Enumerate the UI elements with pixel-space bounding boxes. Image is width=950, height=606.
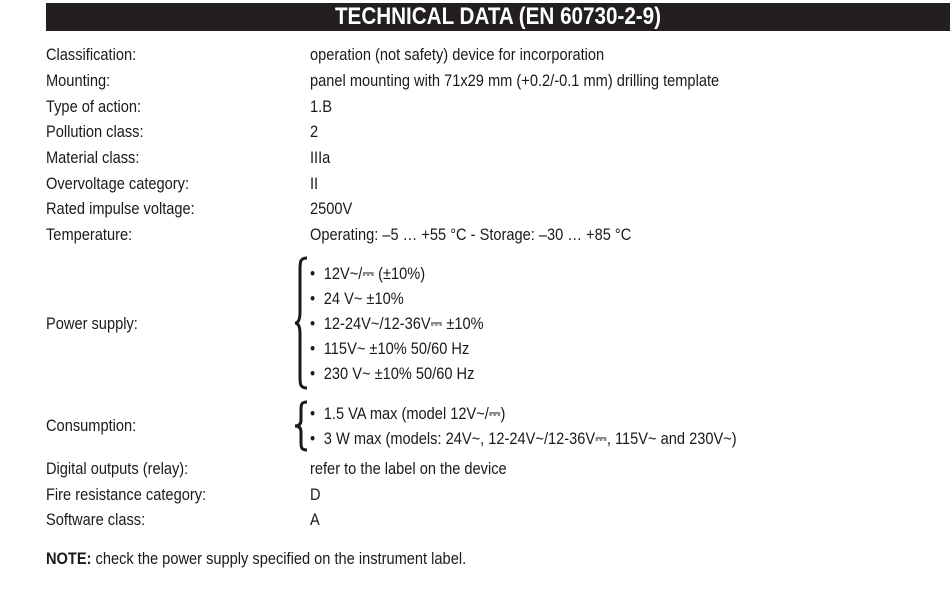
- spec-row-material-class: [46, 145, 946, 170]
- curly-brace-icon: [294, 400, 310, 452]
- spec-row-type-of-action: [46, 94, 946, 119]
- power-supply-list: [310, 261, 512, 386]
- spec-value: 2: [310, 122, 319, 141]
- spec-value: A: [310, 510, 320, 529]
- power-supply-item: 24 V~ ±10%: [323, 289, 404, 308]
- power-supply-item: 230 V~ ±10% 50/60 Hz: [323, 364, 475, 383]
- note-prefix: NOTE:: [46, 549, 92, 568]
- spec-row-rated-impulse-voltage: [46, 196, 946, 221]
- spec-value: Operating: –5 … +55 °C - Storage: –30 … +85 °C: [310, 225, 632, 244]
- spec-label: Classification:: [46, 45, 137, 64]
- spec-label: Type of action:: [46, 97, 142, 116]
- spec-row-fire-resistance: [46, 482, 946, 507]
- list-item: • 3 W max (models: 24V~, 12-24V~/12-36V⎓, 115V~ and 230V~): [310, 429, 737, 448]
- spec-value: refer to the label on the device: [310, 459, 507, 478]
- spec-label: Rated impulse voltage:: [46, 199, 195, 218]
- spec-label: Temperature:: [46, 225, 133, 244]
- spec-value: D: [310, 485, 321, 504]
- spec-value: panel mounting with 71x29 mm (+0.2/-0.1 mm) drilling template: [310, 71, 720, 90]
- spec-label: Material class:: [46, 148, 140, 167]
- consumption-label: Consumption:: [46, 416, 137, 435]
- power-supply-item: 12V~/⎓ (±10%): [323, 264, 426, 283]
- spec-label: Fire resistance category:: [46, 485, 207, 504]
- title-bar: [46, 3, 950, 31]
- spec-row-temperature: [46, 222, 946, 247]
- consumption-item: 3 W max (models: 24V~, 12-24V~/12-36V⎓, 115V~ and 230V~): [323, 429, 737, 448]
- spec-label: Overvoltage category:: [46, 174, 190, 193]
- spec-value: 1.B: [310, 97, 332, 116]
- spec-label: Pollution class:: [46, 122, 144, 141]
- consumption-list: [310, 401, 806, 451]
- curly-brace-icon: [294, 256, 310, 390]
- list-item: • 24 V~ ±10%: [310, 289, 404, 308]
- spec-row-pollution-class: [46, 119, 946, 144]
- spec-row-classification: [46, 42, 946, 67]
- note-text: check the power supply specified on the instrument label.: [91, 549, 467, 568]
- consumption-item: 1.5 VA max (model 12V~/⎓): [323, 404, 506, 423]
- list-item: • 12-24V~/12-36V⎓ ±10%: [310, 314, 484, 333]
- list-item: • 230 V~ ±10% 50/60 Hz: [310, 364, 475, 383]
- power-supply-label: Power supply:: [46, 314, 138, 333]
- spec-label: Digital outputs (relay):: [46, 459, 189, 478]
- spec-row-overvoltage-category: [46, 171, 946, 196]
- spec-label: Mounting:: [46, 71, 111, 90]
- power-supply-item: 12-24V~/12-36V⎓ ±10%: [323, 314, 484, 333]
- spec-row-software-class: [46, 507, 946, 532]
- list-item: • 115V~ ±10% 50/60 Hz: [310, 339, 470, 358]
- list-item: • 12V~/⎓ (±10%): [310, 264, 426, 283]
- spec-row-digital-outputs: [46, 456, 946, 481]
- spec-value: IIIa: [310, 148, 331, 167]
- list-item: • 1.5 VA max (model 12V~/⎓): [310, 404, 506, 423]
- spec-value: II: [310, 174, 319, 193]
- note: [46, 546, 466, 571]
- spec-value: operation (not safety) device for incorporation: [310, 45, 605, 64]
- power-supply-item: 115V~ ±10% 50/60 Hz: [323, 339, 470, 358]
- spec-row-mounting: [46, 68, 946, 93]
- spec-value: 2500V: [310, 199, 353, 218]
- page-title: TECHNICAL DATA (EN 60730-2-9): [334, 3, 662, 30]
- spec-label: Software class:: [46, 510, 146, 529]
